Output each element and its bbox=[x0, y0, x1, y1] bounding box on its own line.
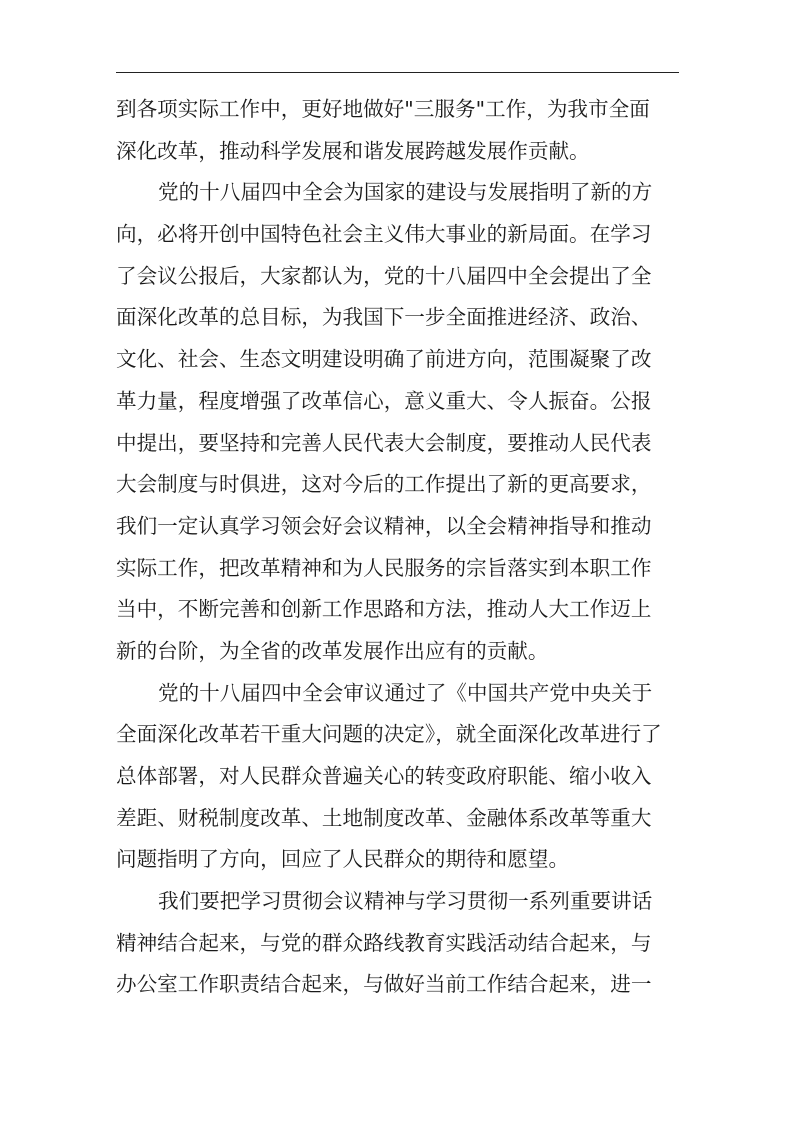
text-line: 到各项实际工作中，更好地做好"三服务"工作，为我市全面 bbox=[116, 97, 650, 121]
text-line: 总体部署，对人民群众普遍关心的转变政府职能、缩小收入 bbox=[116, 764, 652, 788]
text-line: 中提出，要坚持和完善人民代表大会制度，要推动人民代表 bbox=[116, 430, 652, 455]
text-line: 党的十八届四中全会为国家的建设与发展指明了新的方 bbox=[158, 180, 653, 205]
text-line: 问题指明了方向，回应了人民群众的期待和愿望。 bbox=[116, 847, 570, 872]
text-line: 面深化改革的总目标，为我国下一步全面推进经济、政治、 bbox=[116, 305, 652, 330]
text-line: 新的台阶，为全省的改革发展作出应有的贡献。 bbox=[116, 638, 549, 663]
text-line: 了会议公报后，大家都认为，党的十八届四中全会提出了全 bbox=[116, 263, 652, 288]
text-line: 革力量，程度增强了改革信心，意义重大、令人振奋。公报 bbox=[116, 388, 652, 413]
text-line: 精神结合起来，与党的群众路线教育实践活动结合起来，与 bbox=[116, 930, 652, 955]
text-line: 大会制度与时俱进，这对今后的工作提出了新的更高要求， bbox=[116, 472, 652, 497]
document-body bbox=[116, 94, 679, 1011]
text-line: 办公室工作职责结合起来，与做好当前工作结合起来，进一 bbox=[116, 972, 652, 997]
text-line: 差距、财税制度改革、土地制度改革、金融体系改革等重大 bbox=[116, 805, 652, 830]
text-line: 实际工作，把改革精神和为人民服务的宗旨落实到本职工作 bbox=[116, 555, 652, 580]
text-line: 深化改革，推动科学发展和谐发展跨越发展作贡献。 bbox=[116, 138, 590, 163]
text-line: 向，必将开创中国特色社会主义伟大事业的新局面。在学习 bbox=[116, 222, 652, 247]
text-line: 全面深化改革若干重大问题的决定》，就全面深化改革进行了 bbox=[116, 722, 662, 747]
text-line: 我们要把学习贯彻会议精神与学习贯彻一系列重要讲话 bbox=[158, 889, 653, 914]
text-line: 我们一定认真学习领会好会议精神，以全会精神指导和推动 bbox=[116, 513, 652, 538]
text-line: 当中，不断完善和创新工作思路和方法，推动人大工作迈上 bbox=[116, 597, 652, 622]
text-line: 文化、社会、生态文明建设明确了前进方向，范围凝聚了改 bbox=[116, 347, 652, 372]
header-rule bbox=[116, 72, 679, 73]
text-line: 党的十八届四中全会审议通过了《中国共产党中央关于 bbox=[158, 680, 653, 705]
